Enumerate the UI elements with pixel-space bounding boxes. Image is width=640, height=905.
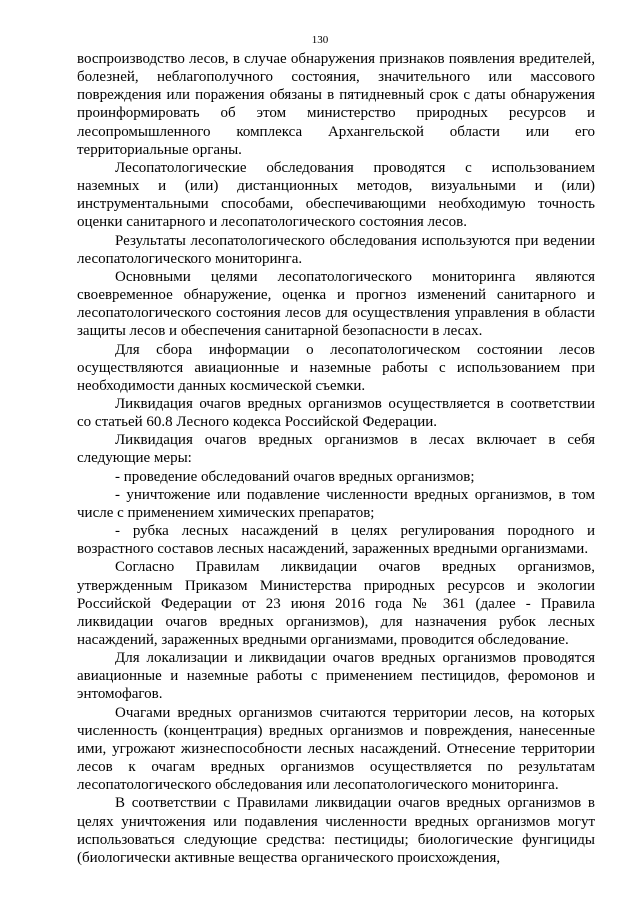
list-item: - рубка лесных насаждений в целях регулирования породного и возрастного составов лесных насаждений, зараженных вредными организмами. — [77, 523, 595, 558]
paragraph: Основными целями лесопатологического мониторинга являются своевременное обнаружение, оценка и прогноз изменений санитарного и лесопатологического состояния лесов для осуществления управления в области защиты лесов и обеспечения санитарной безопасности в лесах. — [77, 268, 595, 340]
paragraph: Лесопатологические обследования проводятся с использованием наземных и (или) дистанционных методов, визуальными и (или) инструментальными способами, обеспечивающими необходимую точность оценки санитарного и лесопатологического состояния лесов. — [77, 159, 595, 231]
body-text — [77, 50, 595, 867]
paragraph: Для локализации и ликвидации очагов вредных организмов проводятся авиационные и наземные работы с применением пестицидов, феромонов и энтомофагов. — [77, 650, 595, 703]
paragraph: воспроизводство лесов, в случае обнаружения признаков появления вредителей, болезней, неблагополучного состояния, значительного или массового повреждения или поражения обязаны в пятидневный срок с даты обнаружения проинформировать об этом министерство природных ресурсов и лесопромышленного комплекса Архангельской области или его территориальные органы. — [77, 51, 595, 158]
list-item: - проведение обследований очагов вредных организмов; — [115, 468, 475, 485]
list-item: - уничтожение или подавление численности вредных организмов, в том числе с применением химических препаратов; — [77, 486, 595, 521]
paragraph: В соответствии с Правилами ликвидации очагов вредных организмов в целях уничтожения или подавления численности вредных организмов могут использоваться следующие средства: пестициды; биологические фунгициды (биологически активные вещества органического происхождения, — [77, 795, 595, 866]
paragraph: Ликвидация очагов вредных организмов в лесах включает в себя следующие меры: — [77, 432, 595, 467]
paragraph: Результаты лесопатологического обследования используются при ведении лесопатологического мониторинга. — [77, 232, 595, 267]
paragraph: Для сбора информации о лесопатологическом состоянии лесов осуществляются авиационные и наземные работы с использованием при необходимости данных космической съемки. — [77, 341, 595, 394]
paragraph: Очагами вредных организмов считаются территории лесов, на которых численность (концентрация) вредных организмов и повреждения, нанесенные ими, угрожают жизнеспособности лесных насаждений. Отнесение территории лесов к очагам вредных организмов осуществляется по результатам лесопатологического обследования или лесопатологического мониторинга. — [77, 704, 595, 794]
paragraph: Согласно Правилам ликвидации очагов вредных организмов, утвержденным Приказом Министерства природных ресурсов и экологии Российской Федерации от 23 июня 2016 года № 361 (далее - Правила ликвидации очагов вредных организмов), для назначения рубок лесных насаждений, зараженных вредными организмами, проводится обследование. — [77, 559, 595, 648]
page-number: 130 — [311, 34, 329, 46]
paragraph: Ликвидация очагов вредных организмов осуществляется в соответствии со статьей 60.8 Лесного кодекса Российской Федерации. — [77, 395, 595, 431]
